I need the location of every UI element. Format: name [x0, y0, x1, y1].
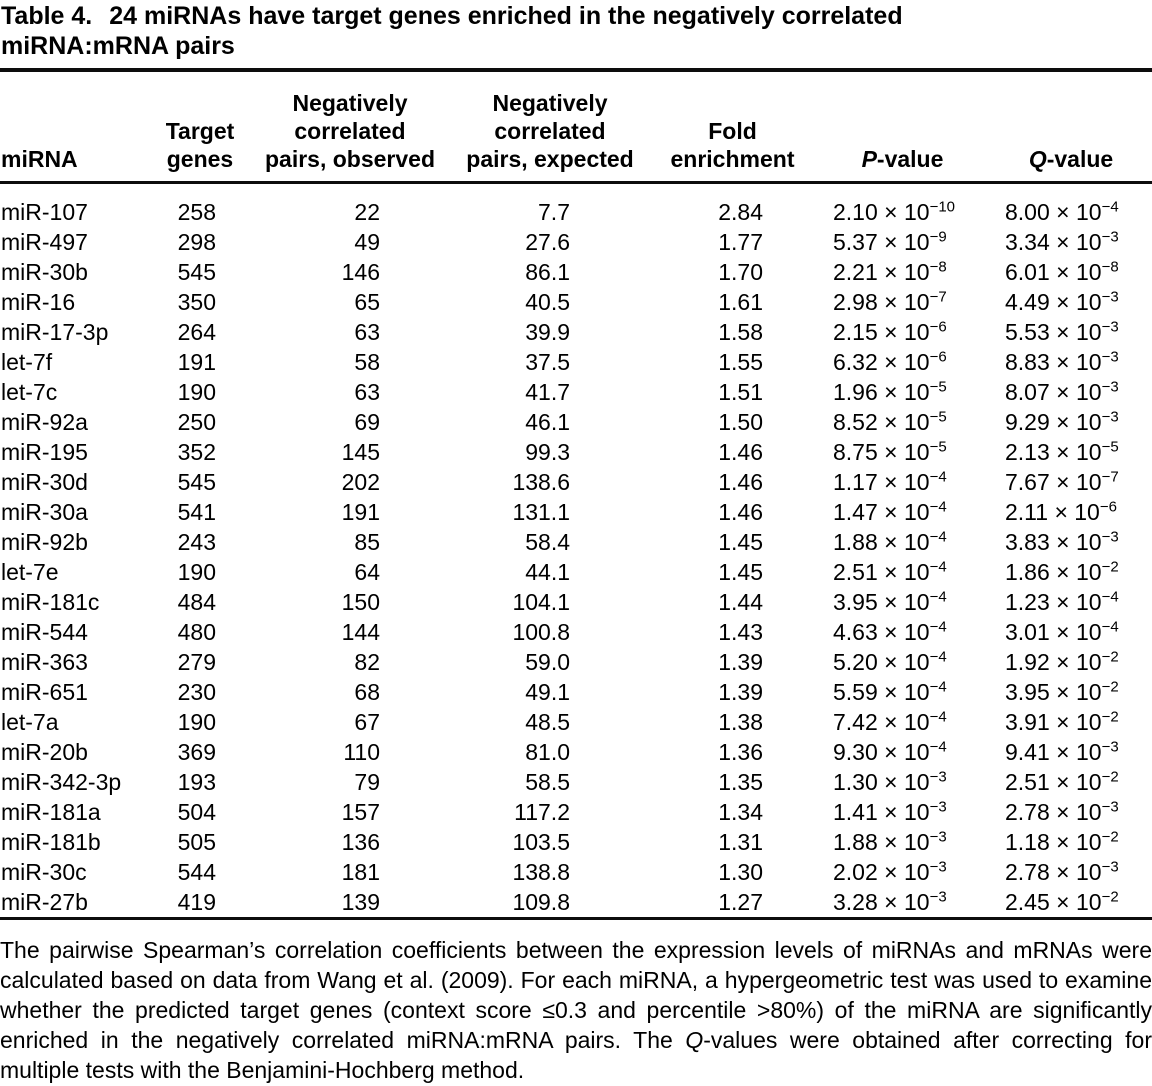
cell-q-value: $2.51 \times 10^{-2}$ — [1005, 768, 1119, 795]
cell-q-value: $3.34 \times 10^{-3}$ — [1005, 228, 1119, 255]
cell-fold-enrichment: 2.84 — [718, 199, 763, 225]
cell-p-value: $1.41 \times 10^{-3}$ — [833, 798, 947, 825]
cell-pairs-observed: 69 — [354, 409, 380, 435]
cell-q-value: $8.83 \times 10^{-3}$ — [1005, 348, 1119, 375]
cell-fold-enrichment: 1.43 — [718, 619, 763, 645]
column-header-pairs-expected: Negatively correlated pairs, expected — [450, 72, 650, 183]
cell-pairs-observed: 63 — [354, 379, 380, 405]
cell-target-genes: 545 — [177, 469, 216, 495]
cell-pairs-expected: 81.0 — [525, 739, 570, 765]
cell-pairs-expected: 99.3 — [525, 439, 570, 465]
cell-p-value: $1.96 \times 10^{-5}$ — [833, 378, 947, 405]
cell-q-value: $3.95 \times 10^{-2}$ — [1005, 678, 1119, 705]
cell-target-genes: 369 — [177, 739, 216, 765]
exponent: −2 — [1101, 768, 1119, 786]
cell-fold-enrichment: 1.70 — [718, 259, 763, 285]
exponent: −3 — [1101, 528, 1119, 546]
cell-pairs-expected: 131.1 — [512, 499, 570, 525]
cell-fold-enrichment: 1.39 — [718, 679, 763, 705]
cell-fold-enrichment: 1.58 — [718, 319, 763, 345]
cell-pairs-expected: 40.5 — [525, 289, 570, 315]
cell-p-value: $5.59 \times 10^{-4}$ — [833, 678, 947, 705]
cell-q-value: $8.00 \times 10^{-4}$ — [1005, 198, 1119, 225]
cell-pairs-expected: 58.5 — [525, 769, 570, 795]
cell-p-value: $8.52 \times 10^{-5}$ — [833, 408, 947, 435]
cell-pairs-observed: 58 — [354, 349, 380, 375]
cell-q-value: $9.41 \times 10^{-3}$ — [1005, 738, 1119, 765]
cell-fold-enrichment: 1.34 — [718, 799, 763, 825]
cell-mirna: miR-17-3p — [1, 319, 109, 345]
table-caption: 24 miRNAs have target genes enriched in the negatively correlated miRNA:mRNA pairs — [1, 2, 903, 60]
footnote-q-italic: Q — [685, 1027, 704, 1053]
cell-q-value: $6.01 \times 10^{-8}$ — [1005, 258, 1119, 285]
cell-target-genes: 352 — [177, 439, 216, 465]
exponent: −4 — [1101, 198, 1119, 216]
cell-target-genes: 264 — [177, 319, 216, 345]
cell-q-value: $2.45 \times 10^{-2}$ — [1005, 888, 1119, 915]
exponent: −4 — [929, 468, 947, 486]
cell-q-value: $3.01 \times 10^{-4}$ — [1005, 618, 1119, 645]
cell-p-value: $4.63 \times 10^{-4}$ — [833, 618, 947, 645]
exponent: −9 — [929, 228, 947, 246]
exponent: −4 — [929, 648, 947, 666]
exponent: −2 — [1101, 558, 1119, 576]
cell-mirna: miR-92a — [1, 409, 88, 435]
cell-q-value: $2.11 \times 10^{-6}$ — [1005, 498, 1117, 525]
table-row — [0, 557, 1152, 587]
cell-q-value: $2.78 \times 10^{-3}$ — [1005, 858, 1119, 885]
cell-target-genes: 250 — [177, 409, 216, 435]
column-header-pairs-observed: Negatively correlated pairs, observed — [250, 72, 450, 183]
table-row — [0, 737, 1152, 767]
exponent: −2 — [1101, 678, 1119, 696]
cell-fold-enrichment: 1.30 — [718, 859, 763, 885]
exponent: −4 — [929, 558, 947, 576]
cell-mirna: miR-30d — [1, 469, 88, 495]
cell-p-value: $1.17 \times 10^{-4}$ — [833, 468, 947, 495]
table-row — [0, 183, 1152, 228]
table-row — [0, 677, 1152, 707]
exponent: −7 — [1101, 468, 1119, 486]
cell-target-genes: 545 — [177, 259, 216, 285]
exponent: −4 — [929, 498, 947, 516]
cell-p-value: $5.37 \times 10^{-9}$ — [833, 228, 947, 255]
cell-pairs-expected: 49.1 — [525, 679, 570, 705]
cell-fold-enrichment: 1.61 — [718, 289, 763, 315]
table-row — [0, 527, 1152, 557]
cell-target-genes: 279 — [177, 649, 216, 675]
exponent: −3 — [1101, 228, 1119, 246]
cell-pairs-observed: 68 — [354, 679, 380, 705]
exponent: −4 — [1101, 588, 1119, 606]
table-row — [0, 287, 1152, 317]
exponent: −6 — [929, 348, 947, 366]
cell-target-genes: 480 — [177, 619, 216, 645]
cell-target-genes: 419 — [177, 889, 216, 915]
column-header-q-value: Q-value — [990, 72, 1152, 183]
cell-pairs-observed: 82 — [354, 649, 380, 675]
table-row — [0, 887, 1152, 919]
cell-target-genes: 190 — [177, 559, 216, 585]
exponent: −7 — [929, 288, 947, 306]
cell-pairs-expected: 46.1 — [525, 409, 570, 435]
cell-mirna: miR-30c — [1, 859, 87, 885]
cell-pairs-observed: 157 — [341, 799, 380, 825]
exponent: −3 — [929, 888, 947, 906]
cell-fold-enrichment: 1.39 — [718, 649, 763, 675]
cell-mirna: miR-30b — [1, 259, 88, 285]
exponent: −3 — [1101, 318, 1119, 336]
cell-fold-enrichment: 1.27 — [718, 889, 763, 915]
cell-fold-enrichment: 1.77 — [718, 229, 763, 255]
exponent: −8 — [1101, 258, 1119, 276]
exponent: −4 — [1101, 618, 1119, 636]
cell-pairs-observed: 110 — [343, 739, 380, 765]
cell-p-value: $1.47 \times 10^{-4}$ — [833, 498, 947, 525]
cell-mirna: let-7a — [1, 709, 59, 735]
cell-fold-enrichment: 1.55 — [718, 349, 763, 375]
exponent: −5 — [1101, 438, 1119, 456]
cell-p-value: $3.95 \times 10^{-4}$ — [833, 588, 947, 615]
cell-mirna: let-7f — [1, 349, 53, 375]
cell-p-value: $2.21 \times 10^{-8}$ — [833, 258, 947, 285]
cell-pairs-expected: 48.5 — [525, 709, 570, 735]
cell-pairs-observed: 144 — [341, 619, 380, 645]
cell-target-genes: 258 — [177, 199, 216, 225]
cell-mirna: let-7e — [1, 559, 59, 585]
cell-pairs-expected: 37.5 — [525, 349, 570, 375]
cell-mirna: miR-181a — [1, 799, 101, 825]
cell-target-genes: 544 — [177, 859, 216, 885]
cell-pairs-observed: 139 — [341, 889, 380, 915]
cell-pairs-observed: 136 — [341, 829, 380, 855]
table-row — [0, 827, 1152, 857]
cell-target-genes: 191 — [177, 349, 216, 375]
cell-q-value: $2.78 \times 10^{-3}$ — [1005, 798, 1119, 825]
table-title — [0, 0, 986, 68]
cell-pairs-observed: 145 — [341, 439, 380, 465]
cell-pairs-observed: 85 — [354, 529, 380, 555]
header-row — [0, 72, 1152, 183]
cell-p-value: $1.88 \times 10^{-4}$ — [833, 528, 947, 555]
table-row — [0, 467, 1152, 497]
exponent: −3 — [929, 798, 947, 816]
cell-pairs-expected: 86.1 — [525, 259, 570, 285]
cell-q-value: $1.18 \times 10^{-2}$ — [1005, 828, 1119, 855]
cell-pairs-observed: 63 — [354, 319, 380, 345]
exponent: −6 — [929, 318, 947, 336]
table-row — [0, 347, 1152, 377]
cell-mirna: miR-16 — [1, 289, 76, 315]
cell-p-value: $2.10 \times 10^{-10}$ — [833, 198, 956, 225]
cell-p-value: $2.02 \times 10^{-3}$ — [833, 858, 947, 885]
exponent: −2 — [1101, 648, 1119, 666]
cell-q-value: $3.83 \times 10^{-3}$ — [1005, 528, 1119, 555]
exponent: −2 — [1101, 828, 1119, 846]
cell-fold-enrichment: 1.36 — [718, 739, 763, 765]
cell-fold-enrichment: 1.46 — [718, 439, 763, 465]
cell-fold-enrichment: 1.31 — [718, 829, 763, 855]
cell-p-value: $2.15 \times 10^{-6}$ — [833, 318, 947, 345]
exponent: −4 — [929, 528, 947, 546]
cell-target-genes: 190 — [177, 709, 216, 735]
table-row — [0, 437, 1152, 467]
cell-mirna: miR-107 — [1, 199, 88, 225]
cell-pairs-expected: 41.7 — [525, 379, 570, 405]
cell-mirna: miR-651 — [1, 679, 88, 705]
table-row — [0, 317, 1152, 347]
exponent: −4 — [929, 588, 947, 606]
cell-mirna: miR-181c — [1, 589, 100, 615]
cell-pairs-observed: 79 — [354, 769, 380, 795]
table-body — [0, 183, 1152, 919]
exponent: −2 — [1101, 708, 1119, 726]
column-header-target-genes: Target genes — [150, 72, 250, 183]
exponent: −2 — [1101, 888, 1119, 906]
table-row — [0, 857, 1152, 887]
cell-target-genes: 243 — [177, 529, 216, 555]
footnote-text-1: The pairwise Spearman’s correlation coefficients between the expression levels of miRNAs and mRNAs were calculated based on data from Wang et al. (2009). For each miRNA, a hypergeometric test was used to examine whether the predicted target genes (context score ≤0.3 and percentile >80%) of the miRNA are significantly enriched in the negatively correlated miRNA:mRNA pairs. The — [0, 937, 1152, 1053]
table-row — [0, 587, 1152, 617]
cell-pairs-observed: 191 — [341, 499, 380, 525]
cell-mirna: miR-92b — [1, 529, 88, 555]
table-number: Table 4. — [1, 2, 93, 30]
cell-q-value: $3.91 \times 10^{-2}$ — [1005, 708, 1119, 735]
table-row — [0, 227, 1152, 257]
cell-target-genes: 350 — [177, 289, 216, 315]
cell-q-value: $4.49 \times 10^{-3}$ — [1005, 288, 1119, 315]
cell-q-value: $1.86 \times 10^{-2}$ — [1005, 558, 1119, 585]
cell-q-value: $1.92 \times 10^{-2}$ — [1005, 648, 1119, 675]
cell-fold-enrichment: 1.51 — [718, 379, 763, 405]
cell-fold-enrichment: 1.46 — [718, 469, 763, 495]
cell-q-value: $2.13 \times 10^{-5}$ — [1005, 438, 1119, 465]
cell-fold-enrichment: 1.45 — [718, 529, 763, 555]
exponent: −5 — [929, 378, 947, 396]
cell-q-value: $5.53 \times 10^{-3}$ — [1005, 318, 1119, 345]
exponent: −3 — [1101, 378, 1119, 396]
cell-pairs-expected: 44.1 — [525, 559, 570, 585]
table-row — [0, 617, 1152, 647]
table-header — [0, 72, 1152, 183]
cell-fold-enrichment: 1.35 — [718, 769, 763, 795]
cell-mirna: miR-27b — [1, 889, 88, 915]
cell-fold-enrichment: 1.44 — [718, 589, 763, 615]
cell-pairs-observed: 65 — [354, 289, 380, 315]
cell-pairs-expected: 58.4 — [525, 529, 570, 555]
table-row — [0, 497, 1152, 527]
exponent: −3 — [929, 828, 947, 846]
cell-mirna: miR-342-3p — [1, 769, 122, 795]
cell-pairs-observed: 22 — [354, 199, 380, 225]
cell-mirna: miR-497 — [1, 229, 88, 255]
exponent: −3 — [1101, 348, 1119, 366]
cell-p-value: $3.28 \times 10^{-3}$ — [833, 888, 947, 915]
cell-pairs-observed: 150 — [341, 589, 380, 615]
table-row — [0, 767, 1152, 797]
table-row — [0, 377, 1152, 407]
cell-mirna: miR-363 — [1, 649, 88, 675]
cell-pairs-expected: 109.8 — [512, 889, 570, 915]
cell-mirna: miR-181b — [1, 829, 101, 855]
cell-fold-enrichment: 1.46 — [718, 499, 763, 525]
cell-pairs-observed: 181 — [341, 859, 380, 885]
exponent: −4 — [929, 618, 947, 636]
cell-pairs-observed: 64 — [354, 559, 380, 585]
exponent: −4 — [929, 738, 947, 756]
cell-p-value: $5.20 \times 10^{-4}$ — [833, 648, 947, 675]
exponent: −3 — [929, 858, 947, 876]
cell-pairs-expected: 100.8 — [512, 619, 570, 645]
footnote-text-2: -values were obtained after correcting for multiple tests with the Benjamini-Hochberg method. — [0, 1027, 1152, 1083]
cell-pairs-observed: 202 — [341, 469, 380, 495]
cell-pairs-expected: 138.6 — [512, 469, 570, 495]
cell-pairs-observed: 146 — [341, 259, 380, 285]
cell-q-value: $9.29 \times 10^{-3}$ — [1005, 408, 1119, 435]
cell-target-genes: 484 — [177, 589, 216, 615]
cell-p-value: $2.51 \times 10^{-4}$ — [833, 558, 947, 585]
cell-pairs-expected: 138.8 — [512, 859, 570, 885]
cell-fold-enrichment: 1.38 — [718, 709, 763, 735]
exponent: −6 — [1099, 498, 1117, 516]
cell-pairs-expected: 39.9 — [525, 319, 570, 345]
exponent: −4 — [929, 708, 947, 726]
column-header-p-value: P-value — [815, 72, 990, 183]
cell-target-genes: 298 — [177, 229, 216, 255]
exponent: −3 — [929, 768, 947, 786]
cell-p-value: $1.30 \times 10^{-3}$ — [833, 768, 947, 795]
cell-target-genes: 504 — [177, 799, 216, 825]
column-header-mirna: miRNA — [0, 72, 150, 183]
exponent: −10 — [929, 198, 956, 216]
cell-pairs-expected: 27.6 — [525, 229, 570, 255]
cell-target-genes: 193 — [177, 769, 216, 795]
cell-pairs-observed: 67 — [354, 709, 380, 735]
cell-p-value: $2.98 \times 10^{-7}$ — [833, 288, 947, 315]
cell-fold-enrichment: 1.45 — [718, 559, 763, 585]
cell-fold-enrichment: 1.50 — [718, 409, 763, 435]
cell-target-genes: 505 — [177, 829, 216, 855]
cell-mirna: miR-544 — [1, 619, 88, 645]
exponent: −3 — [1101, 288, 1119, 306]
cell-q-value: $1.23 \times 10^{-4}$ — [1005, 588, 1119, 615]
exponent: −3 — [1101, 738, 1119, 756]
cell-mirna: miR-20b — [1, 739, 88, 765]
cell-p-value: $8.75 \times 10^{-5}$ — [833, 438, 947, 465]
cell-p-value: $6.32 \times 10^{-6}$ — [833, 348, 947, 375]
cell-mirna: let-7c — [1, 379, 58, 405]
table-row — [0, 407, 1152, 437]
cell-pairs-expected: 7.7 — [538, 199, 570, 225]
exponent: −3 — [1101, 858, 1119, 876]
cell-pairs-expected: 104.1 — [512, 589, 570, 615]
cell-q-value: $8.07 \times 10^{-3}$ — [1005, 378, 1119, 405]
cell-pairs-expected: 59.0 — [525, 649, 570, 675]
cell-mirna: miR-195 — [1, 439, 88, 465]
cell-p-value: $1.88 \times 10^{-3}$ — [833, 828, 947, 855]
cell-pairs-expected: 117.2 — [514, 799, 570, 825]
cell-q-value: $7.67 \times 10^{-7}$ — [1005, 468, 1119, 495]
cell-p-value: $9.30 \times 10^{-4}$ — [833, 738, 947, 765]
exponent: −3 — [1101, 408, 1119, 426]
table-row — [0, 797, 1152, 827]
cell-pairs-expected: 103.5 — [512, 829, 570, 855]
table-row — [0, 647, 1152, 677]
exponent: −4 — [929, 678, 947, 696]
cell-target-genes: 190 — [177, 379, 216, 405]
exponent: −3 — [1101, 798, 1119, 816]
cell-mirna: miR-30a — [1, 499, 88, 525]
exponent: −5 — [929, 408, 947, 426]
cell-target-genes: 541 — [177, 499, 216, 525]
table-footnote — [0, 920, 1152, 1085]
table-row — [0, 257, 1152, 287]
cell-p-value: $7.42 \times 10^{-4}$ — [833, 708, 947, 735]
exponent: −8 — [929, 258, 947, 276]
table-row — [0, 707, 1152, 737]
cell-target-genes: 230 — [177, 679, 216, 705]
mirna-enrichment-table — [0, 72, 1152, 920]
column-header-fold-enrichment: Fold enrichment — [650, 72, 815, 183]
cell-pairs-observed: 49 — [354, 229, 380, 255]
exponent: −5 — [929, 438, 947, 456]
